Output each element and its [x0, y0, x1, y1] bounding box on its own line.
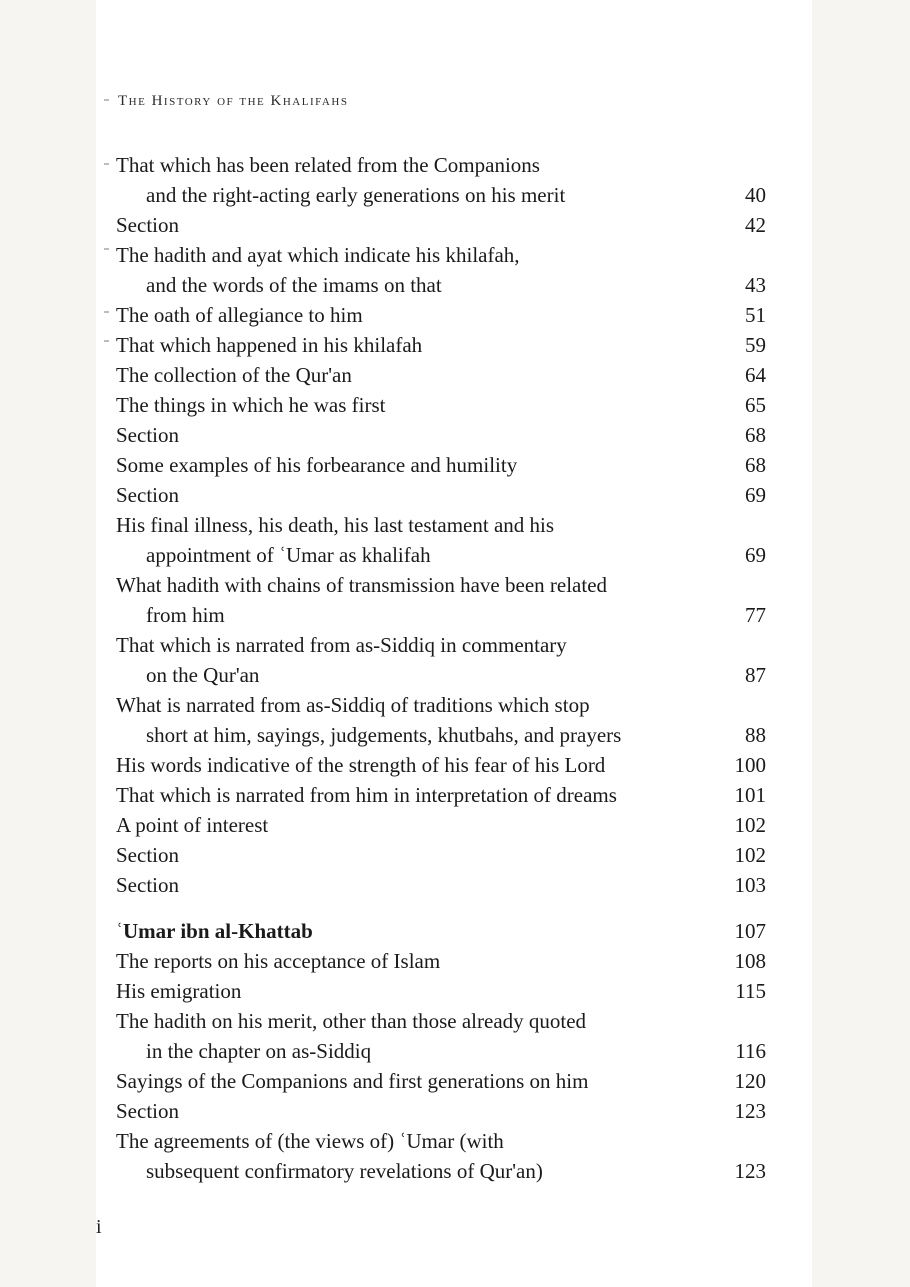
toc-page-number: 87 [745, 663, 766, 687]
toc-page-number: 59 [745, 333, 766, 357]
toc-page-number: 102 [734, 813, 766, 837]
toc-entry [116, 946, 766, 976]
toc-entry-title: That which has been related from the Companions [116, 153, 540, 177]
toc-page-number: 69 [745, 483, 766, 507]
toc-page-number: 68 [745, 423, 766, 447]
toc-page-number: 101 [734, 783, 766, 807]
toc-entry [116, 1096, 766, 1126]
toc-entry-title: That which is narrated from him in interpretation of dreams [116, 783, 617, 807]
page-folio: i [96, 1216, 102, 1238]
toc-page-number: 65 [745, 393, 766, 417]
toc-entry-title: That which is narrated from as-Siddiq in commentary [116, 633, 567, 657]
running-head: The History of the Khalifahs [118, 93, 349, 109]
toc-page-number: 42 [745, 213, 766, 237]
toc-page-number: 108 [734, 949, 766, 973]
toc-page-number: 100 [734, 753, 766, 777]
toc-entry [116, 150, 766, 210]
toc-entry-title-cont: in the chapter on as-Siddiq [146, 1039, 372, 1063]
toc-entry-title: The agreements of (the views of) ʿUmar (with [116, 1129, 504, 1153]
toc-page-number: 77 [745, 603, 766, 627]
toc-page-number: 102 [734, 843, 766, 867]
toc-entry-title: That which happened in his khilafah [116, 333, 423, 357]
toc-entry [116, 330, 766, 360]
toc-entry-title: Section [116, 213, 179, 237]
toc-entry [116, 390, 766, 420]
margin-mark [104, 99, 109, 101]
toc-entry [116, 1006, 766, 1066]
margin-mark [104, 340, 109, 342]
toc-entry [116, 1066, 766, 1096]
toc-entry [116, 570, 766, 630]
toc-entry [116, 976, 766, 1006]
toc-page-number: 120 [734, 1069, 766, 1093]
toc-entry [116, 810, 766, 840]
toc-entry [116, 780, 766, 810]
toc-entry [116, 1126, 766, 1186]
toc-entry-title: What is narrated from as-Siddiq of traditions which stop [116, 693, 590, 717]
toc-entry-title-cont: and the right-acting early generations on his merit [146, 183, 566, 207]
toc-entry-title-cont: from him [146, 603, 225, 627]
toc-entry [116, 300, 766, 330]
toc-entry [116, 480, 766, 510]
toc-entry [116, 420, 766, 450]
toc-entry-title-cont: short at him, sayings, judgements, khutbahs, and prayers [146, 723, 622, 747]
toc-entry-title: His final illness, his death, his last testament and his [116, 513, 555, 537]
toc-entry-title-cont: subsequent confirmatory revelations of Qur'an) [146, 1159, 543, 1183]
toc-entry-title: The things in which he was first [116, 393, 386, 417]
toc-chapter-title: ʿUmar ibn al-Khattab [116, 919, 313, 943]
toc-chapter-heading [116, 916, 766, 946]
toc-entry-title: Section [116, 873, 179, 897]
toc-entry [116, 240, 766, 300]
toc-entry-title: His words indicative of the strength of his fear of his Lord [116, 753, 606, 777]
toc-entry [116, 450, 766, 480]
toc-page-number: 40 [745, 183, 766, 207]
toc-entry-title-cont: and the words of the imams on that [146, 273, 442, 297]
toc-entry [116, 210, 766, 240]
toc-entry-title: Section [116, 483, 179, 507]
toc-entry [116, 690, 766, 750]
toc-entry [116, 750, 766, 780]
toc-entry-title: His emigration [116, 979, 242, 1003]
toc-entry-title: The hadith and ayat which indicate his khilafah, [116, 243, 520, 267]
toc-entry-title: The collection of the Qur'an [116, 363, 352, 387]
margin-mark [104, 248, 109, 250]
toc-entry-title: A point of interest [116, 813, 269, 837]
margin-mark [104, 163, 109, 165]
toc-entry-title: Section [116, 843, 179, 867]
toc-entry [116, 840, 766, 870]
toc-entry [116, 360, 766, 390]
toc-page-number: 69 [745, 543, 766, 567]
toc-entry-title: Sayings of the Companions and first generations on him [116, 1069, 589, 1093]
toc-page-number: 123 [734, 1099, 766, 1123]
toc-entry-title: Section [116, 1099, 179, 1123]
toc-entry-title: Section [116, 423, 179, 447]
toc-page-number: 116 [735, 1039, 766, 1063]
toc-entry-title: The hadith on his merit, other than those already quoted [116, 1009, 587, 1033]
toc-entry [116, 510, 766, 570]
toc-page-number: 103 [734, 873, 766, 897]
toc-entry-title-cont: on the Qur'an [146, 663, 260, 687]
toc-page-number: 64 [745, 363, 766, 387]
toc-page-number: 68 [745, 453, 766, 477]
toc-entry [116, 870, 766, 900]
table-of-contents [116, 150, 766, 1186]
toc-entry-title-cont: appointment of ʿUmar as khalifah [146, 543, 431, 567]
toc-entry [116, 630, 766, 690]
toc-page-number: 51 [745, 303, 766, 327]
toc-entry-title: What hadith with chains of transmission have been related [116, 573, 608, 597]
toc-page-number: 115 [735, 979, 766, 1003]
toc-entry-title: The oath of allegiance to him [116, 303, 363, 327]
toc-entry-title: Some examples of his forbearance and humility [116, 453, 518, 477]
toc-entry-title: The reports on his acceptance of Islam [116, 949, 441, 973]
toc-page-number: 88 [745, 723, 766, 747]
toc-page-number: 123 [734, 1159, 766, 1183]
toc-page-number: 107 [734, 919, 766, 943]
toc-page-number: 43 [745, 273, 766, 297]
margin-mark [104, 311, 109, 313]
